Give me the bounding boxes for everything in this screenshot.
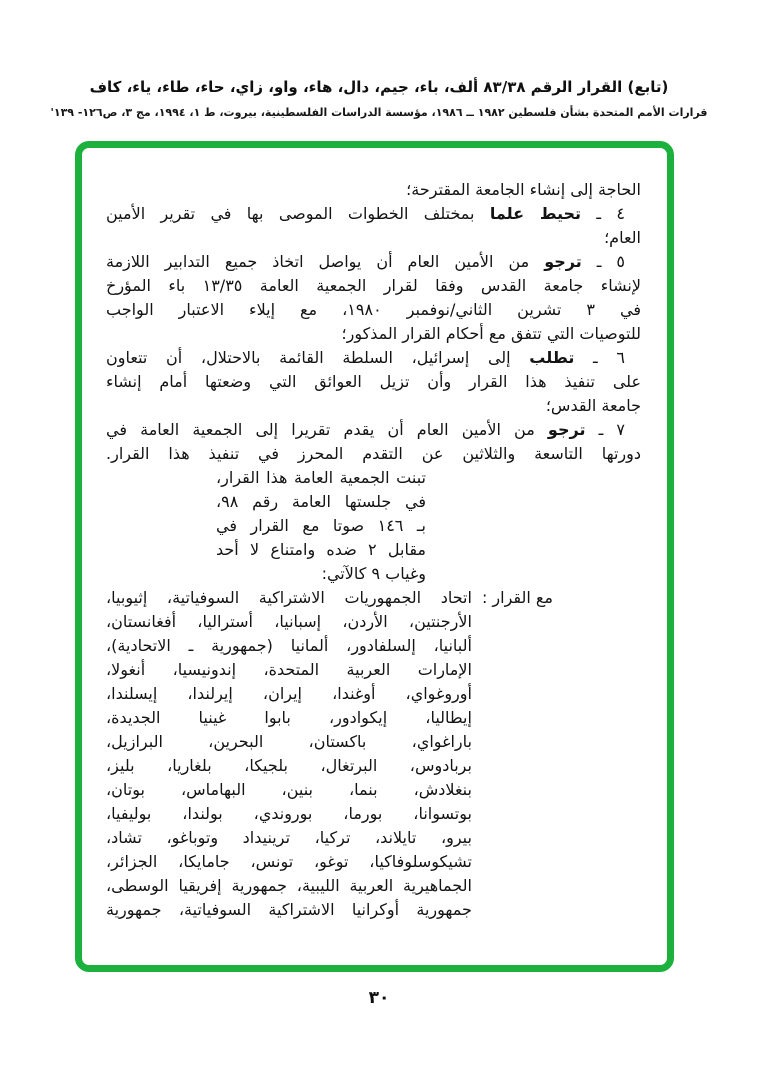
country-line: بنغلادش، بنما، بنين، البهاماس، بوتان، [106, 780, 472, 799]
item-keyword: ترجو [547, 420, 586, 439]
item-keyword: تحيط علما [489, 204, 582, 223]
resolution-line: لإنشاء جامعة القدس وفقا لقرار الجمعية العامة ١٣/٣٥ باء المؤرخ [106, 276, 641, 295]
resolution-line: للتوصيات التي تتفق مع أحكام القرار المذكور؛ [341, 324, 641, 343]
line-text: إلى إسرائيل، السلطة القائمة بالاحتلال، أن تتعاون [106, 348, 530, 367]
resolution-line [106, 346, 641, 370]
resolution-text-box [75, 141, 674, 972]
vote-line: بـ ١٤٦ صوتا مع القرار في [216, 516, 426, 535]
country-line: بيرو، تايلاند، تركيا، ترينيداد وتوباغو، تشاد، [106, 828, 472, 847]
country-line: الجماهيرية العربية الليبية، جمهورية إفريقيا الوسطى، [106, 876, 472, 895]
country-line: اتحاد الجمهوريات الاشتراكية السوفياتية، إثيوبيا، [106, 588, 472, 607]
resolution-line [106, 250, 641, 274]
country-line: باراغواي، باكستان، البحرين، البرازيل، [106, 732, 472, 751]
country-line: تشيكوسلوفاكيا، توغو، تونس، جامايكا، الجزائر، [106, 852, 472, 871]
resolution-line: دورتها التاسعة والثلاثين عن التقدم المحرز في تنفيذ هذا القرار. [106, 444, 641, 463]
page-title: (تابع) القرار الرقم ٨٣/٣٨ ألف، باء، جيم، دال، هاء، واو، زاي، حاء، طاء، ياء، كاف [89, 78, 669, 96]
line-text: من الأمين العام أن يواصل اتخاذ جميع التدابير اللازمة [106, 252, 545, 271]
country-line: أوروغواي، أوغندا، إيران، إيرلندا، إيسلندا، [106, 684, 472, 703]
in-favour-label: مع القرار : [481, 588, 553, 607]
item-keyword: ترجو [544, 252, 582, 271]
resolution-line: على تنفيذ هذا القرار وأن تزيل العوائق التي وضعتها أمام إنشاء [106, 372, 641, 391]
resolution-line: جامعة القدس؛ [545, 396, 641, 415]
country-line: بربادوس، البرتغال، بلجيكا، بلغاريا، بليز، [106, 756, 472, 775]
resolution-line [106, 418, 641, 442]
resolution-line: العام؛ [604, 228, 641, 247]
country-line: الأرجنتين، الأردن، إسبانيا، أستراليا، أفغانستان، [106, 612, 472, 631]
line-text: من الأمين العام أن يقدم تقريرا إلى الجمعية العامة في [106, 420, 548, 439]
vote-line: تبنت الجمعية العامة هذا القرار، [216, 468, 426, 487]
vote-line: وغياب ٩ كالآتي: [321, 564, 426, 583]
in-favour-block [106, 586, 553, 922]
in-favour-countries [106, 586, 472, 922]
country-line: بوتسوانا، بورما، بوروندي، بولندا، بوليفيا، [106, 804, 472, 823]
page-number: ٣٠ [368, 988, 390, 1008]
country-line: جمهورية أوكرانيا الاشتراكية السوفياتية، جمهورية [106, 900, 472, 919]
item-keyword: تطلب [529, 348, 575, 367]
country-line: الإمارات العربية المتحدة، إندونيسيا، أنغولا، [106, 660, 472, 679]
item-number: ٦ ـ [574, 348, 625, 367]
item-number: ٥ ـ [581, 252, 626, 271]
item-number: ٧ ـ [585, 420, 625, 439]
country-line: ألبانيا، إلسلفادور، ألمانيا (جمهورية ـ الاتحادية)، [106, 636, 472, 655]
line-text: بمختلف الخطوات الموصى بها في تقرير الأمين [106, 204, 490, 223]
resolution-line: الحاجة إلى إنشاء الجامعة المقترحة؛ [406, 180, 641, 199]
source-citation: قرارات الأمم المتحدة بشأن فلسطين ١٩٨٢ ــ ١٩٨٦، مؤسسة الدراسات الفلسطينية، بيروت، ط ١، ١٩٩٤، مج ٣، ص١٢٦- ١٣٩' [50, 106, 708, 119]
country-line: إيطاليا، إيكوادور، بابوا غينيا الجديدة، [106, 708, 472, 727]
vote-line: في جلستها العامة رقم ٩٨، [216, 492, 426, 511]
item-number: ٤ ـ [581, 204, 626, 223]
resolution-line: في ٣ تشرين الثاني/نوفمبر ١٩٨٠، مع إيلاء الاعتبار الواجب [106, 300, 641, 319]
resolution-line [106, 202, 641, 226]
vote-result-block [216, 466, 426, 586]
vote-line: مقابل ٢ ضده وامتناع لا أحد [216, 540, 426, 559]
